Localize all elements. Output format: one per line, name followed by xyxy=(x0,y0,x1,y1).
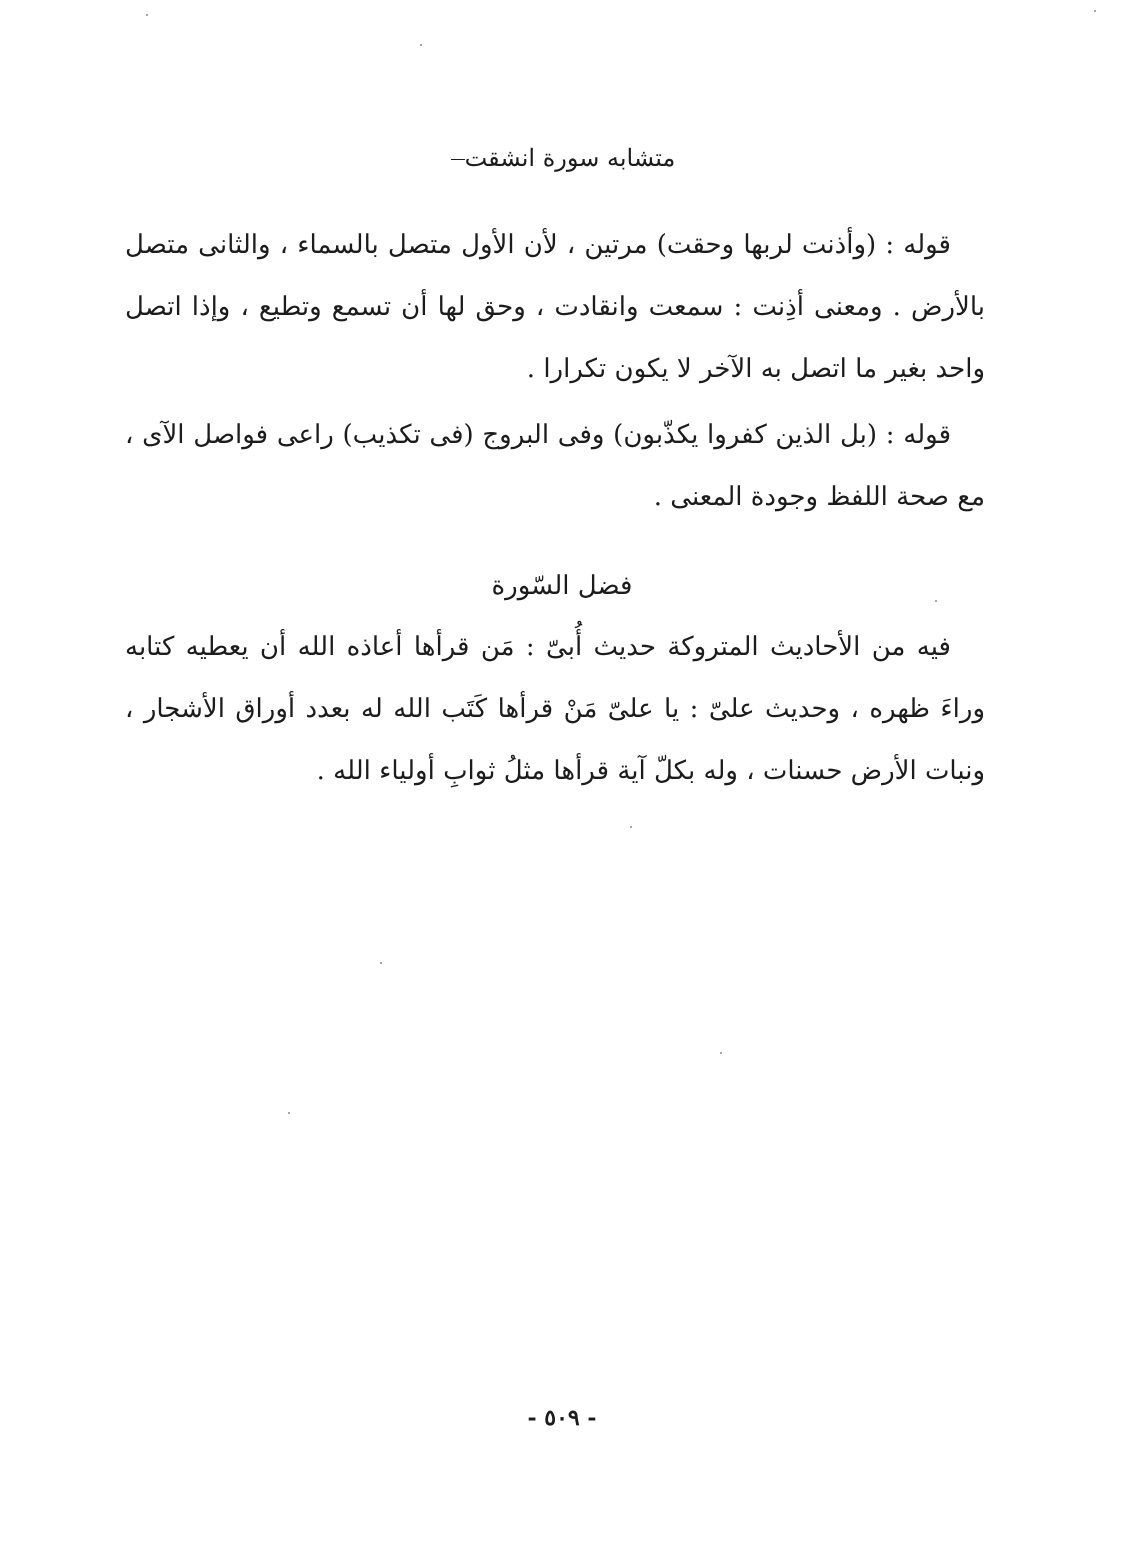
paragraph-1-text: قوله : (وأذنت لربها وحقت) مرتين ، لأن الأول متصل بالسماء ، والثانى متصل بالأرض . ومعنى أذِنت : سمعت وانقادت ، وحق لها أن تسمع وتطيع ، وإذا اتصل واحد بغير ما اتصل به الآخر لا يكون تكرارا . xyxy=(125,230,985,384)
scan-speck xyxy=(1094,10,1096,12)
page-number: - ٥٠٩ - xyxy=(527,1405,597,1431)
running-header-title: متشابه سورة انشقت xyxy=(464,144,676,172)
section-paragraph xyxy=(125,616,985,802)
paragraph-1 xyxy=(125,214,985,400)
scan-speck xyxy=(630,826,632,828)
running-header xyxy=(0,138,1124,178)
scan-speck xyxy=(720,1052,722,1054)
scan-speck xyxy=(420,44,422,46)
paragraph-2-text: قوله : (بل الذين كفروا يكذّبون) وفى البروج (فى تكذيب) راعى فواصل الآى ، مع صحة اللفظ وجودة المعنى . xyxy=(125,420,985,512)
paragraph-2 xyxy=(125,404,985,528)
header-dash xyxy=(451,159,465,160)
section-paragraph-text: فيه من الأحاديث المتروكة حديث أُبىّ : مَن قرأها أعاذه الله أن يعطيه كتابه وراءَ ظهره ، وحديث علىّ : يا علىّ مَنْ قرأها كَتَب الله له بعدد أوراق الأشجار ، ونبات الأرض حسنات ، وله بكلّ آية قرأها مثلُ ثوابِ أولياء الله . xyxy=(125,632,985,786)
scan-speck xyxy=(380,962,382,964)
scan-speck xyxy=(146,14,148,16)
section-heading: فضل السّورة xyxy=(491,571,633,601)
scan-speck xyxy=(288,1112,290,1114)
scan-speck xyxy=(935,600,937,602)
